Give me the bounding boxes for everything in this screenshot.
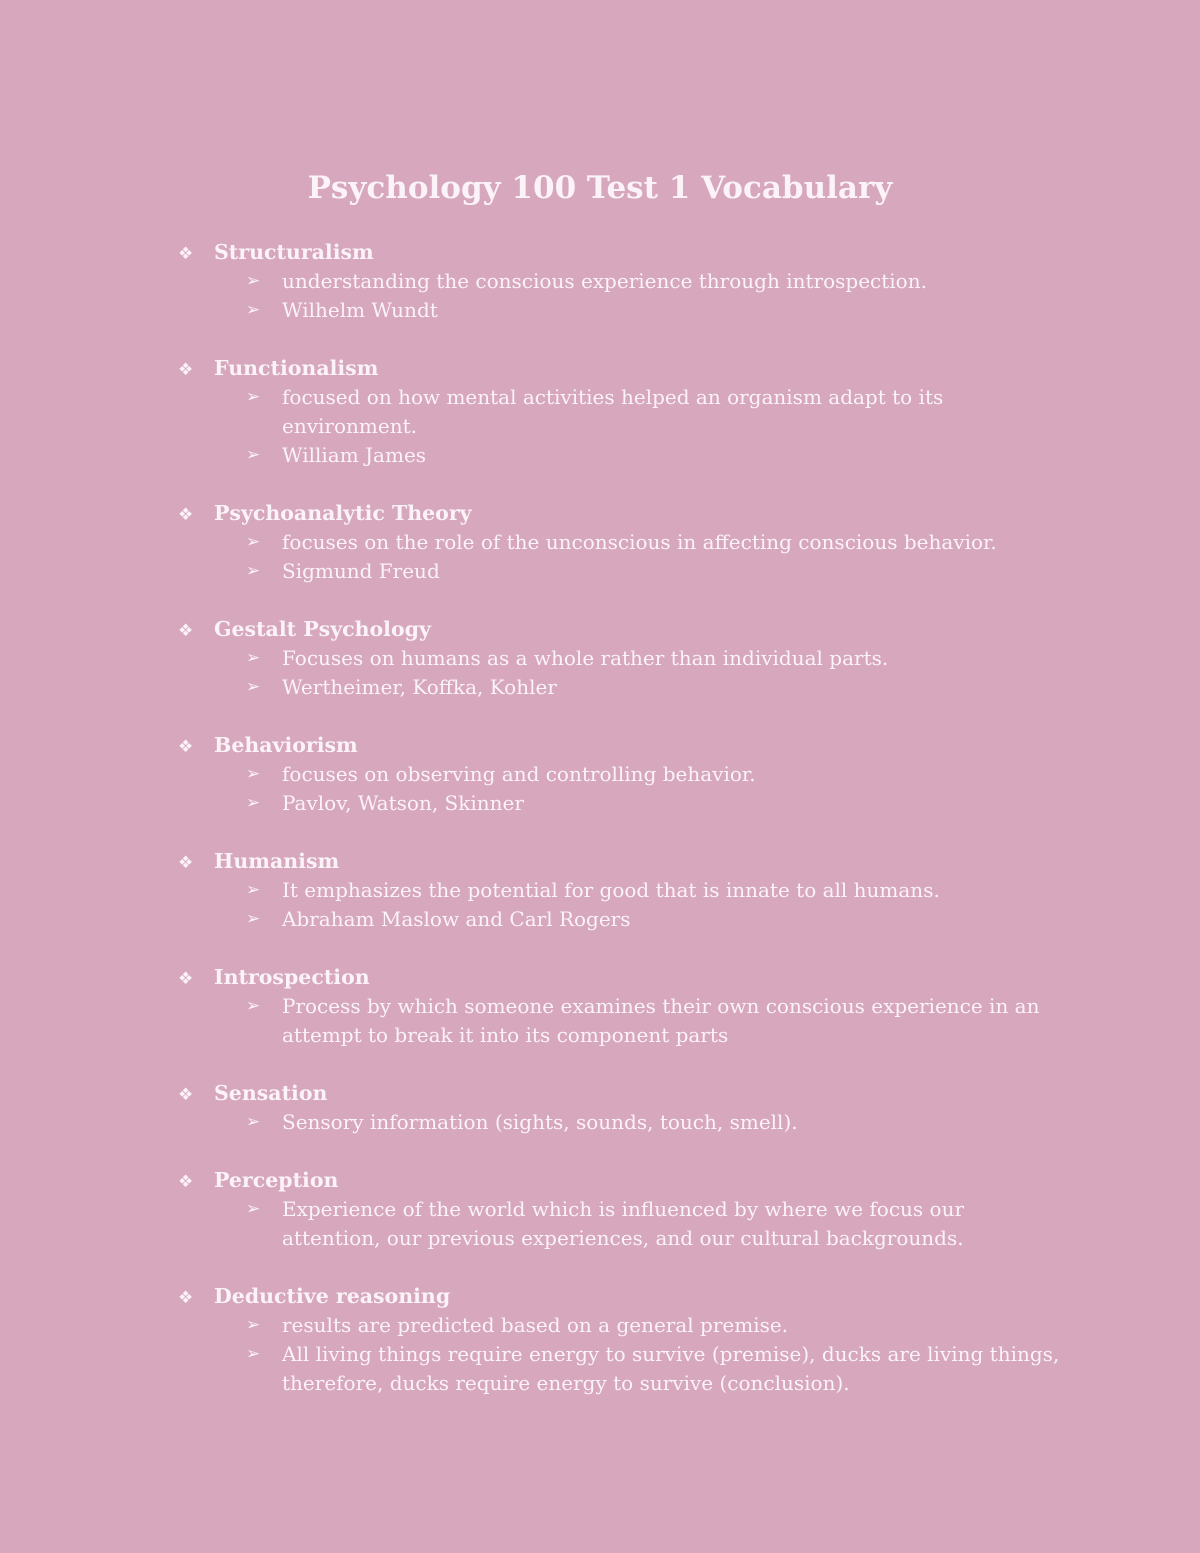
term-heading <box>176 499 1076 528</box>
term-name: Sensation <box>214 1081 328 1105</box>
term-point <box>246 673 1076 702</box>
term-point-text: Wertheimer, Koffka, Kohler <box>282 675 557 699</box>
term-point <box>246 644 1076 673</box>
term-point-text: Focuses on humans as a whole rather than individual parts. <box>282 646 889 670</box>
diamond-bullet-icon: ❖ <box>178 1288 194 1308</box>
term-point <box>246 876 1076 905</box>
term-point-text: focused on how mental activities helped an organism adapt to its environment. <box>282 385 944 438</box>
vocabulary-term <box>176 731 1076 818</box>
vocabulary-term <box>176 1166 1076 1253</box>
term-point-text: Abraham Maslow and Carl Rogers <box>282 907 631 931</box>
arrow-bullet-icon: ➢ <box>246 793 261 813</box>
vocabulary-term <box>176 499 1076 586</box>
term-name: Introspection <box>214 965 370 989</box>
term-points <box>176 760 1076 818</box>
term-point-text: understanding the conscious experience through introspection. <box>282 269 927 293</box>
term-name: Gestalt Psychology <box>214 617 431 641</box>
term-points <box>176 1311 1076 1398</box>
vocabulary-term <box>176 1282 1076 1398</box>
term-heading <box>176 615 1076 644</box>
term-points <box>176 383 1076 470</box>
term-point-text: Sigmund Freud <box>282 559 440 583</box>
term-point-text: Wilhelm Wundt <box>282 298 438 322</box>
arrow-bullet-icon: ➢ <box>246 880 261 900</box>
diamond-bullet-icon: ❖ <box>178 969 194 989</box>
term-point-text: Experience of the world which is influenced by where we focus our attention, our previous experiences, and our cultural backgrounds. <box>282 1197 965 1250</box>
term-point <box>246 1195 1076 1253</box>
arrow-bullet-icon: ➢ <box>246 1344 261 1364</box>
term-points <box>176 876 1076 934</box>
term-points <box>176 1195 1076 1253</box>
arrow-bullet-icon: ➢ <box>246 996 261 1016</box>
term-points <box>176 528 1076 586</box>
arrow-bullet-icon: ➢ <box>246 1199 261 1219</box>
arrow-bullet-icon: ➢ <box>246 271 261 291</box>
diamond-bullet-icon: ❖ <box>178 1172 194 1192</box>
arrow-bullet-icon: ➢ <box>246 532 261 552</box>
term-point-text: focuses on observing and controlling behavior. <box>282 762 756 786</box>
vocabulary-term <box>176 354 1076 470</box>
diamond-bullet-icon: ❖ <box>178 853 194 873</box>
term-point-text: focuses on the role of the unconscious in affecting conscious behavior. <box>282 530 997 554</box>
arrow-bullet-icon: ➢ <box>246 300 261 320</box>
term-heading <box>176 354 1076 383</box>
vocabulary-term <box>176 963 1076 1050</box>
diamond-bullet-icon: ❖ <box>178 505 194 525</box>
diamond-bullet-icon: ❖ <box>178 244 194 264</box>
arrow-bullet-icon: ➢ <box>246 1112 261 1132</box>
term-name: Psychoanalytic Theory <box>214 501 472 525</box>
term-heading <box>176 963 1076 992</box>
term-point <box>246 383 1076 441</box>
arrow-bullet-icon: ➢ <box>246 445 261 465</box>
diamond-bullet-icon: ❖ <box>178 737 194 757</box>
diamond-bullet-icon: ❖ <box>178 621 194 641</box>
vocabulary-term <box>176 1079 1076 1137</box>
term-heading <box>176 847 1076 876</box>
term-point-text: Pavlov, Watson, Skinner <box>282 791 524 815</box>
term-name: Functionalism <box>214 356 379 380</box>
term-name: Deductive reasoning <box>214 1284 451 1308</box>
term-point <box>246 557 1076 586</box>
vocabulary-term <box>176 615 1076 702</box>
arrow-bullet-icon: ➢ <box>246 909 261 929</box>
arrow-bullet-icon: ➢ <box>246 387 261 407</box>
arrow-bullet-icon: ➢ <box>246 764 261 784</box>
arrow-bullet-icon: ➢ <box>246 561 261 581</box>
term-point-text: Process by which someone examines their own conscious experience in an attempt to break it into its component parts <box>282 994 1040 1047</box>
term-points <box>176 1108 1076 1137</box>
vocabulary-list <box>176 238 1076 1427</box>
term-point <box>246 267 1076 296</box>
term-point <box>246 1108 1076 1137</box>
term-point-text: Sensory information (sights, sounds, touch, smell). <box>282 1110 798 1134</box>
diamond-bullet-icon: ❖ <box>178 1085 194 1105</box>
term-heading <box>176 1166 1076 1195</box>
arrow-bullet-icon: ➢ <box>246 1315 261 1335</box>
term-points <box>176 992 1076 1050</box>
term-point-text: results are predicted based on a general premise. <box>282 1313 789 1337</box>
term-point <box>246 760 1076 789</box>
page-title: Psychology 100 Test 1 Vocabulary <box>307 170 893 206</box>
term-name: Humanism <box>214 849 340 873</box>
term-heading <box>176 1282 1076 1311</box>
term-point <box>246 789 1076 818</box>
arrow-bullet-icon: ➢ <box>246 677 261 697</box>
term-point <box>246 905 1076 934</box>
term-point <box>246 296 1076 325</box>
vocabulary-term <box>176 238 1076 325</box>
term-point-text: All living things require energy to survive (premise), ducks are living things, therefore, ducks require energy to survive (conclusion). <box>282 1342 1060 1395</box>
term-heading <box>176 1079 1076 1108</box>
term-point <box>246 441 1076 470</box>
term-point-text: William James <box>282 443 427 467</box>
term-point <box>246 528 1076 557</box>
term-point-text: It emphasizes the potential for good that is innate to all humans. <box>282 878 940 902</box>
term-heading <box>176 731 1076 760</box>
term-point <box>246 1311 1076 1340</box>
term-name: Structuralism <box>214 240 374 264</box>
term-points <box>176 644 1076 702</box>
term-name: Behaviorism <box>214 733 358 757</box>
term-point <box>246 992 1076 1050</box>
term-heading <box>176 238 1076 267</box>
term-point <box>246 1340 1076 1398</box>
term-points <box>176 267 1076 325</box>
term-name: Perception <box>214 1168 339 1192</box>
vocabulary-term <box>176 847 1076 934</box>
arrow-bullet-icon: ➢ <box>246 648 261 668</box>
diamond-bullet-icon: ❖ <box>178 360 194 380</box>
